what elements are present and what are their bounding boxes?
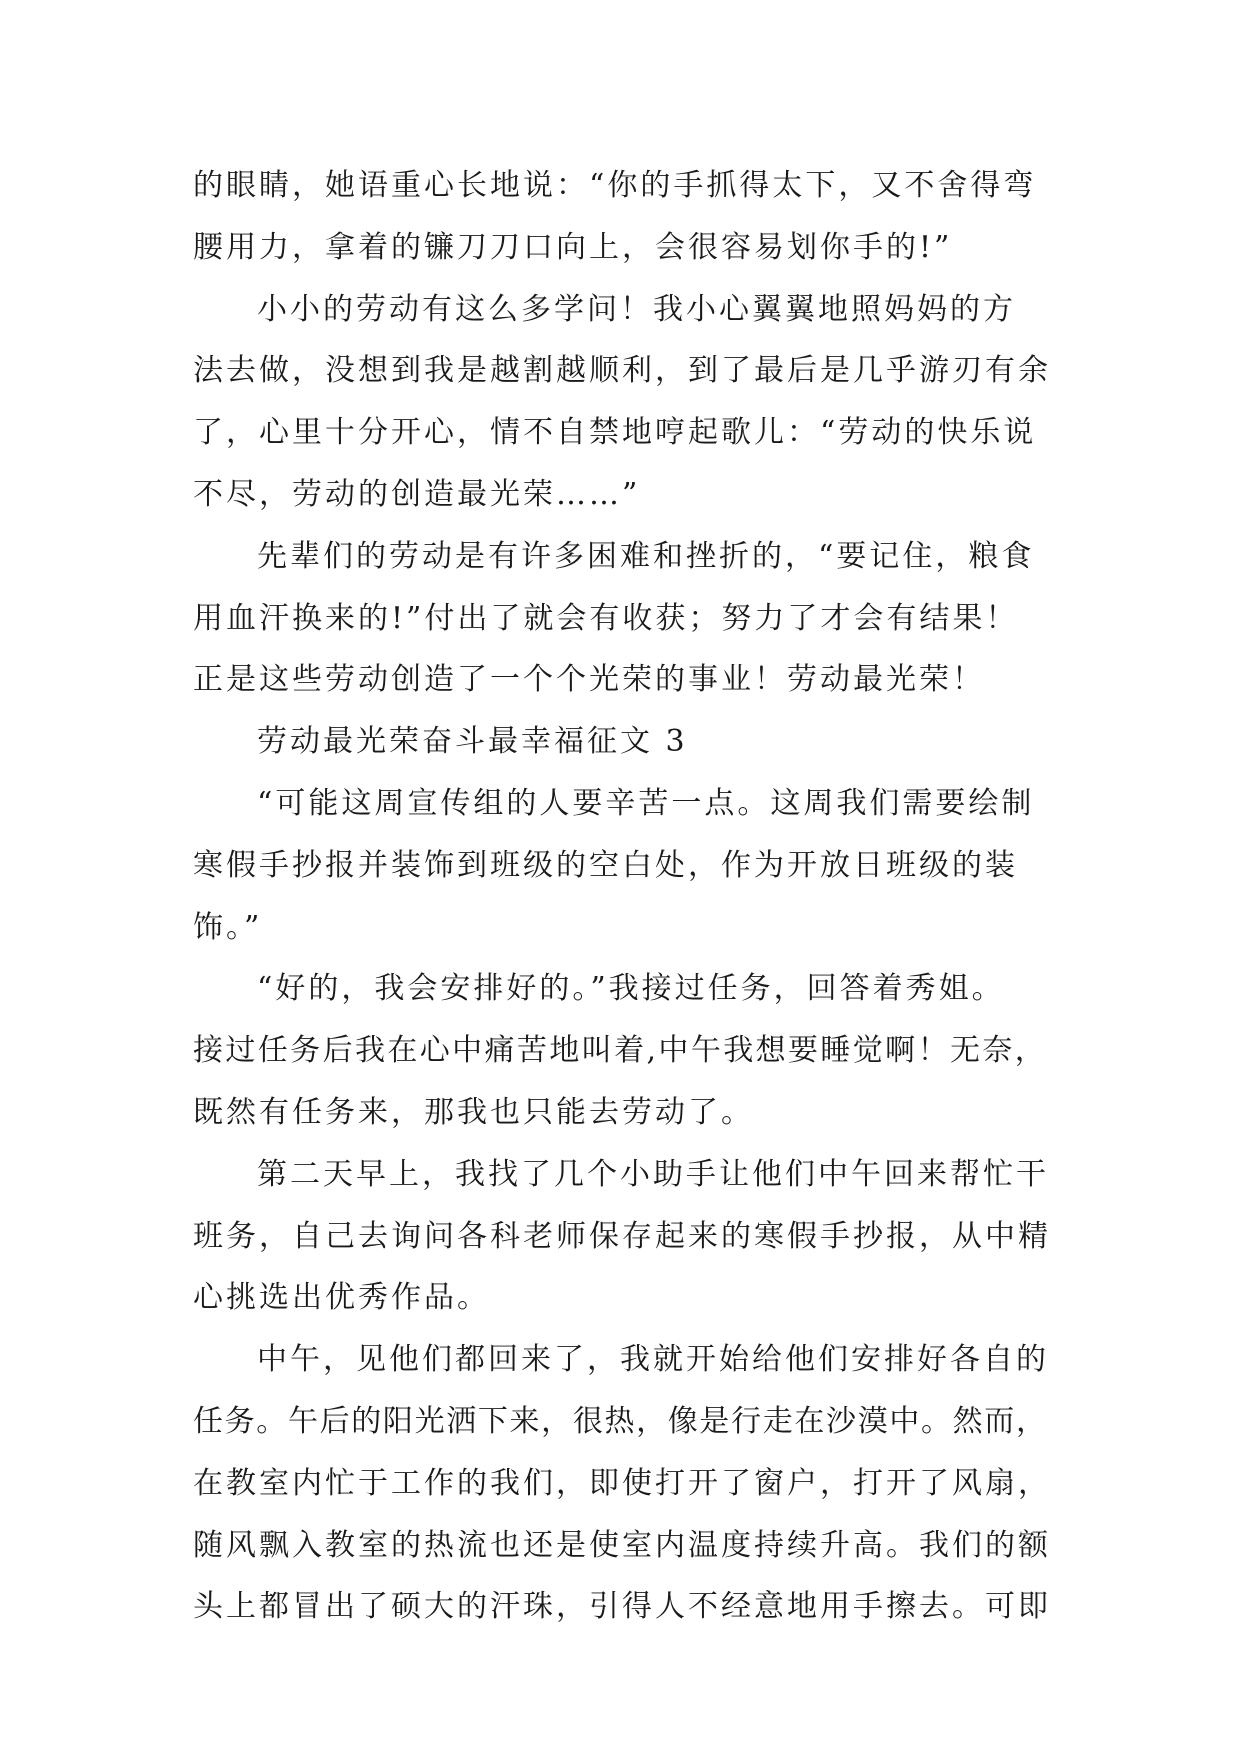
text-line: 不尽，劳动的创造最光荣……” — [193, 476, 641, 512]
text-line: 寒假手抄报并装饰到班级的空白处，作为开放日班级的装 — [193, 847, 1018, 883]
text-line: 班务，自己去询问各科老师保存起来的寒假手抄报，从中精 — [193, 1218, 1051, 1254]
text-line: “好的，我会安排好的。”我接过任务，回答着秀姐。 — [257, 971, 1005, 1007]
text-line: 了，心里十分开心，情不自禁地哼起歌儿：“劳动的快乐说 — [193, 415, 1037, 451]
text-line: 随风飘入教室的热流也还是使室内温度持续升高。我们的额 — [193, 1527, 1051, 1563]
text-line: 先辈们的劳动是有许多困难和挫折的，“要记住，粮食 — [257, 538, 1035, 574]
text-line: 的眼睛，她语重心长地说：“你的手抓得太下，又不舍得弯 — [193, 168, 1037, 203]
text-line: 小小的劳动有这么多学问！我小心翼翼地照妈妈的方 — [257, 291, 1016, 327]
text-line: 用血汗换来的!”付出了就会有收获；努力了才会有结果！ — [193, 600, 1019, 636]
text-line: 正是这些劳动创造了一个个光荣的事业！劳动最光荣！ — [193, 662, 985, 698]
text-line: 心挑选出优秀作品。 — [193, 1280, 490, 1316]
text-line: 腰用力，拿着的镰刀刀口向上，会很容易划你手的!” — [193, 229, 953, 265]
text-line: 任务。午后的阳光洒下来，很热，像是行走在沙漠中。然而， — [193, 1403, 1048, 1439]
text-line: 既然有任务来，那我也只能去劳动了。 — [193, 1094, 754, 1130]
text-line: 在教室内忙于工作的我们，即使打开了窗户，打开了风扇， — [193, 1465, 1051, 1501]
text-line: 第二天早上，我找了几个小助手让他们中午回来帮忙干 — [257, 1156, 1049, 1192]
text-line: 法去做，没想到我是越割越顺利，到了最后是几乎游刃有余 — [193, 353, 1051, 389]
text-line: “可能这周宣传组的人要辛苦一点。这周我们需要绘制 — [257, 785, 1035, 821]
document-body — [193, 155, 1053, 1638]
text-line: 中午，见他们都回来了，我就开始给他们安排好各自的 — [257, 1342, 1049, 1378]
text-line: 饰。” — [193, 909, 263, 945]
text-line: 接过任务后我在心中痛苦地叫着,中午我想要睡觉啊！无奈， — [193, 1033, 1048, 1069]
text-line: 头上都冒出了硕大的汗珠，引得人不经意地用手擦去。可即 — [193, 1589, 1051, 1625]
text-line: 劳动最光荣奋斗最幸福征文 3 — [257, 724, 688, 760]
